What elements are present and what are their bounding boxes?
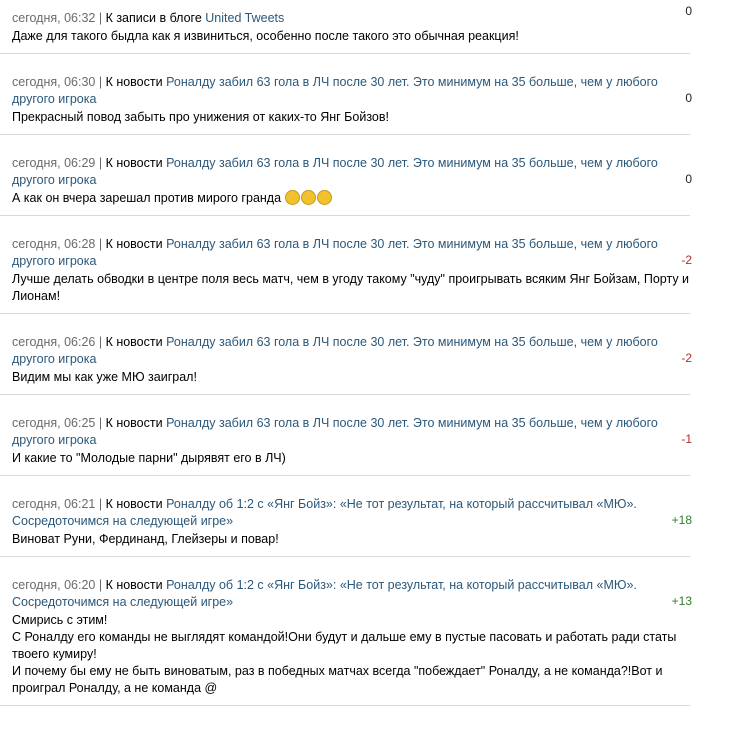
meta-separator: | <box>95 578 106 592</box>
clap-icon <box>285 190 300 205</box>
comment-item <box>0 145 690 216</box>
meta-separator: | <box>95 11 106 25</box>
comment-context: К новости <box>105 75 163 89</box>
comment-text <box>12 190 690 207</box>
meta-separator: | <box>95 237 106 251</box>
comment-item <box>0 324 690 395</box>
comment-meta <box>12 415 690 449</box>
comment-text <box>12 271 690 305</box>
comment-meta <box>12 236 690 270</box>
comment-item <box>0 64 690 135</box>
comment-text-content: Смирись с этим! С Роналду его команды не выглядят командой!Они будут и дальше ему в пустые пасовать и работать ради статы твоего кумиру! И почему бы ему не быть виноватым, раз в победных матчах всегда "побеждает" Роналду, а не команда?!Вот и проиграл Роналду, а не команда @ <box>12 613 677 695</box>
comment-text-content: И какие то "Молодые парни" дырявят его в ЛЧ) <box>12 451 286 465</box>
comment-meta <box>12 496 690 530</box>
comment-rating: 0 <box>685 4 692 18</box>
comment-time: сегодня, 06:26 <box>12 335 96 349</box>
comment-meta <box>12 74 690 108</box>
comment-source-link[interactable]: Роналду забил 63 гола в ЛЧ после 30 лет. Это минимум на 35 больше, чем у любого другого игрока <box>12 416 658 447</box>
comment-text-content: Прекрасный повод забыть про унижения от каких-то Янг Бойзов! <box>12 110 389 124</box>
comment-meta <box>12 577 690 611</box>
comment-text-content: Видим мы как уже МЮ заиграл! <box>12 370 197 384</box>
comment-source-link[interactable]: Роналду забил 63 гола в ЛЧ после 30 лет. Это минимум на 35 больше, чем у любого другого игрока <box>12 237 658 268</box>
comment-text-content: А как он вчера зарешал против мирого гранда <box>12 191 282 205</box>
comment-context: К новости <box>105 237 163 251</box>
comment-meta <box>12 334 690 368</box>
comment-rating: +18 <box>671 513 692 527</box>
comment-source-link[interactable]: Роналду забил 63 гола в ЛЧ после 30 лет. Это минимум на 35 больше, чем у любого другого игрока <box>12 75 658 106</box>
clap-icon <box>317 190 332 205</box>
comment-rating: 0 <box>685 172 692 186</box>
comment-time: сегодня, 06:32 <box>12 11 96 25</box>
comment-rating: -1 <box>681 432 692 446</box>
comment-text-content: Виноват Руни, Фердинанд, Глейзеры и повар! <box>12 532 279 546</box>
comment-time: сегодня, 06:29 <box>12 156 96 170</box>
meta-separator: | <box>95 75 106 89</box>
comment-meta <box>12 10 690 27</box>
clap-icon <box>301 190 316 205</box>
comment-source-link[interactable]: Роналду об 1:2 с «Янг Бойз»: «Не тот результат, на который рассчитывал «МЮ». Сосредоточимся на следующей игре» <box>12 578 637 609</box>
comment-source-link[interactable]: United Tweets <box>205 11 285 25</box>
comment-item <box>0 0 690 54</box>
comment-context: К новости <box>105 578 163 592</box>
comment-item <box>0 486 690 557</box>
meta-separator: | <box>95 335 106 349</box>
comment-rating: +13 <box>671 594 692 608</box>
comment-text <box>12 531 690 548</box>
comment-rating: -2 <box>681 351 692 365</box>
comment-meta <box>12 155 690 189</box>
comment-text <box>12 109 690 126</box>
comment-source-link[interactable]: Роналду забил 63 гола в ЛЧ после 30 лет. Это минимум на 35 больше, чем у любого другого игрока <box>12 156 658 187</box>
comment-source-link[interactable]: Роналду забил 63 гола в ЛЧ после 30 лет. Это минимум на 35 больше, чем у любого другого игрока <box>12 335 658 366</box>
comment-time: сегодня, 06:30 <box>12 75 96 89</box>
comment-time: сегодня, 06:28 <box>12 237 96 251</box>
comment-context: К новости <box>105 497 163 511</box>
comment-context: К новости <box>105 416 163 430</box>
comment-time: сегодня, 06:25 <box>12 416 96 430</box>
comment-context: К записи в блоге <box>105 11 202 25</box>
comment-text <box>12 28 690 45</box>
comment-item <box>0 567 690 706</box>
comment-source-link[interactable]: Роналду об 1:2 с «Янг Бойз»: «Не тот результат, на который рассчитывал «МЮ». Сосредоточимся на следующей игре» <box>12 497 637 528</box>
comment-text <box>12 450 690 467</box>
comment-rating: -2 <box>681 253 692 267</box>
meta-separator: | <box>95 497 106 511</box>
comment-context: К новости <box>105 156 163 170</box>
comment-time: сегодня, 06:20 <box>12 578 96 592</box>
comment-item <box>0 405 690 476</box>
comment-time: сегодня, 06:21 <box>12 497 96 511</box>
meta-separator: | <box>95 156 106 170</box>
comment-context: К новости <box>105 335 163 349</box>
comment-text-content: Даже для такого быдла как я извиниться, особенно после такого это обычная реакция! <box>12 29 519 43</box>
comment-text-content: Лучше делать обводки в центре поля весь матч, чем в угоду такому "чуду" проигрывать всяким Янг Бойзам, Порту и Лионам! <box>12 272 690 303</box>
comment-text <box>12 612 690 697</box>
comment-rating: 0 <box>685 91 692 105</box>
comment-text <box>12 369 690 386</box>
meta-separator: | <box>95 416 106 430</box>
comment-item <box>0 226 690 314</box>
